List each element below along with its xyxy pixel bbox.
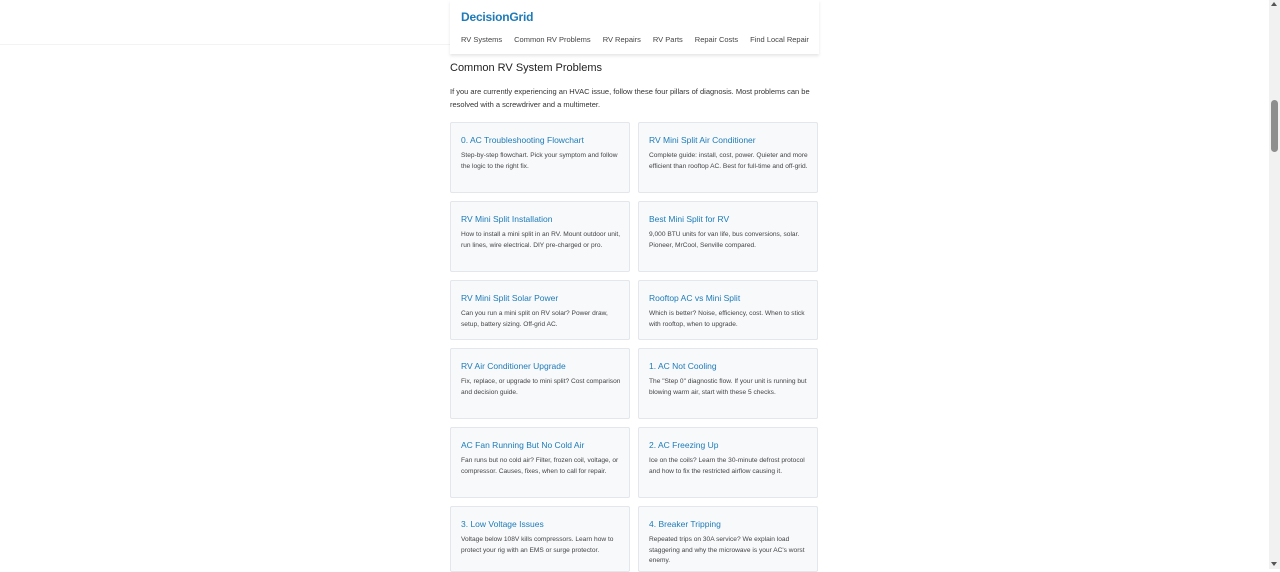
card-title[interactable]: Rooftop AC vs Mini Split	[649, 293, 741, 303]
scrollbar-thumb[interactable]	[1271, 100, 1278, 152]
nav-repair-costs[interactable]: Repair Costs	[694, 35, 739, 44]
card-ac-not-cooling[interactable]	[638, 348, 818, 419]
card-description: Complete guide: install, cost, power. Quieter and more efficient than rooftop AC. Best for full-time and off-grid.	[649, 152, 808, 170]
site-header	[450, 0, 819, 54]
card-description: Ice on the coils? Learn the 30-minute defrost protocol and how to fix the restricted airflow causing it.	[649, 457, 805, 475]
site-logo[interactable]: DecisionGrid	[461, 10, 534, 24]
card-description: Which is better? Noise, efficiency, cost. When to stick with rooftop, when to upgrade.	[649, 310, 805, 328]
nav-rv-parts[interactable]: RV Parts	[652, 35, 683, 44]
card-description: Repeated trips on 30A service? We explain load staggering and why the microwave is your AC's worst enemy.	[649, 536, 805, 564]
card-rv-mini-split-installation[interactable]	[450, 201, 630, 272]
nav-rv-systems[interactable]: RV Systems	[461, 35, 503, 44]
vertical-scrollbar[interactable]	[1269, 0, 1280, 569]
card-rv-air-conditioner-upgrade[interactable]	[450, 348, 630, 419]
card-ac-troubleshooting-flowchart[interactable]	[450, 122, 630, 193]
card-ac-fan-running-no-cold-air[interactable]	[450, 427, 630, 498]
intro-text: If you are currently experiencing an HVAC issue, follow these four pillars of diagnosis. Most problems can be resolved with a screwdriver and a multimeter.	[450, 87, 810, 109]
nav-find-local-repair[interactable]: Find Local Repair	[750, 35, 809, 44]
card-title[interactable]: RV Air Conditioner Upgrade	[461, 361, 566, 371]
card-title[interactable]: RV Mini Split Installation	[461, 214, 553, 224]
card-title[interactable]: 1. AC Not Cooling	[649, 361, 717, 371]
scroll-down-arrow-icon[interactable]	[1271, 562, 1277, 566]
card-rv-mini-split-air-conditioner[interactable]	[638, 122, 818, 193]
card-description: How to install a mini split in an RV. Mount outdoor unit, run lines, wire electrical. DIY pre-charged or pro.	[461, 231, 621, 249]
card-title[interactable]: 2. AC Freezing Up	[649, 440, 719, 450]
card-description: Voltage below 108V kills compressors. Learn how to protect your rig with an EMS or surge protector.	[461, 536, 614, 554]
card-breaker-tripping[interactable]	[638, 506, 818, 572]
card-ac-freezing-up[interactable]	[638, 427, 818, 498]
card-description: Fan runs but no cold air? Filter, frozen coil, voltage, or compressor. Causes, fixes, when to call for repair.	[461, 457, 619, 475]
card-rv-mini-split-solar-power[interactable]	[450, 280, 630, 340]
card-title[interactable]: AC Fan Running But No Cold Air	[461, 440, 585, 450]
card-title[interactable]: RV Mini Split Air Conditioner	[649, 135, 756, 145]
card-description: Can you run a mini split on RV solar? Power draw, setup, battery sizing. Off-grid AC.	[461, 310, 608, 328]
scroll-up-arrow-icon[interactable]	[1271, 2, 1277, 6]
card-title[interactable]: RV Mini Split Solar Power	[461, 293, 559, 303]
card-rooftop-ac-vs-mini-split[interactable]	[638, 280, 818, 340]
card-title[interactable]: 0. AC Troubleshooting Flowchart	[461, 135, 584, 145]
nav-common-rv-problems[interactable]: Common RV Problems	[514, 35, 591, 44]
main-nav	[461, 35, 821, 44]
card-description: Step-by-step flowchart. Pick your symptom and follow the logic to the right fix.	[461, 152, 618, 170]
page-title: Common RV System Problems	[450, 62, 603, 74]
nav-rv-repairs[interactable]: RV Repairs	[602, 35, 641, 44]
card-description: 9,000 BTU units for van life, bus conversions, solar. Pioneer, MrCool, Senville compared.	[649, 231, 800, 249]
card-best-mini-split-for-rv[interactable]	[638, 201, 818, 272]
card-low-voltage-issues[interactable]	[450, 506, 630, 572]
card-description: Fix, replace, or upgrade to mini split? Cost comparison and decision guide.	[461, 378, 621, 396]
card-title[interactable]: 3. Low Voltage Issues	[461, 519, 544, 529]
card-title[interactable]: 4. Breaker Tripping	[649, 519, 721, 529]
card-description: The "Step 0" diagnostic flow. If your unit is running but blowing warm air, start with these 5 checks.	[649, 378, 807, 396]
card-title[interactable]: Best Mini Split for RV	[649, 214, 730, 224]
page-divider	[0, 44, 450, 45]
